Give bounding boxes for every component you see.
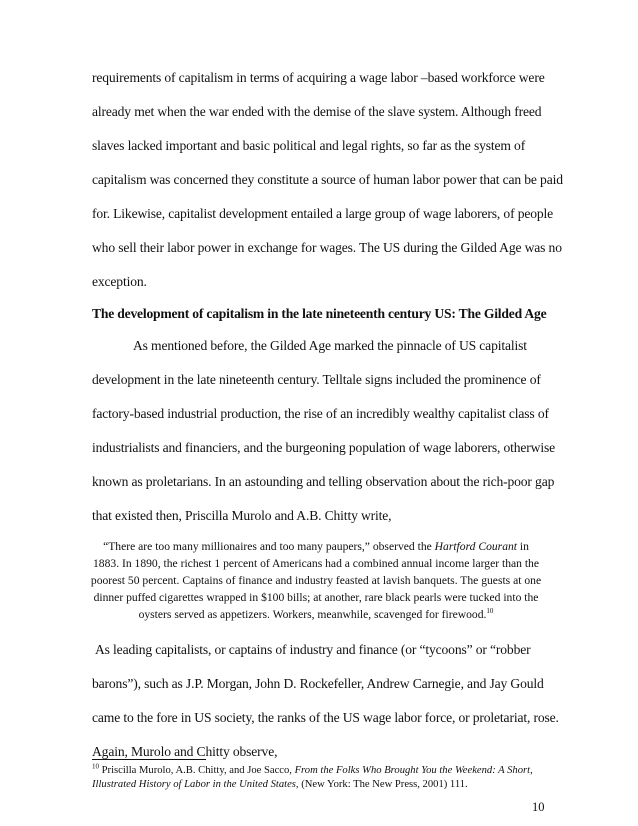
footnote-line [92, 764, 533, 777]
footnote-title-italic: From the Folks Who Brought You the Weekend: A Short, [294, 765, 533, 776]
body-line: requirements of capitalism in terms of acquiring a wage labor –based workforce were [92, 70, 545, 85]
footnote-text: Priscilla Murolo, A.B. Chitty, and Joe Sacco, [99, 765, 295, 776]
body-line: slaves lacked important and basic political and legal rights, so far as the system of [92, 138, 526, 153]
block-quote-line: poorest 50 percent. Captains of finance and industry feasted at lavish banquets. The guests at one [90, 574, 542, 587]
footnote-text: (New York: The New Press, 2001) 111. [298, 779, 468, 790]
body-line: capitalism was concerned they constitute a source of human labor power that can be paid [92, 172, 563, 187]
block-quote-line [86, 608, 546, 622]
body-line: As mentioned before, the Gilded Age marked the pinnacle of US capitalist [133, 338, 527, 353]
page-number: 10 [532, 800, 545, 814]
body-line: industrialists and financiers, and the burgeoning population of wage laborers, otherwise [92, 440, 555, 455]
body-line: who sell their labor power in exchange for wages. The US during the Gilded Age was no [92, 240, 562, 255]
block-quote-line: dinner puffed cigarettes wrapped in $100 bills; at another, rare black pearls were tucked into the [93, 591, 539, 604]
quote-text: “There are too many millionaires and too many paupers,” observed the [103, 540, 435, 553]
block-quote-line [86, 540, 546, 554]
body-line: factory-based industrial production, the rise of an incredibly wealthy capitalist class of [92, 406, 549, 421]
body-line: for. Likewise, capitalist development entailed a large group of wage laborers, of people [92, 206, 554, 221]
footnote-reference: 10 [486, 607, 494, 616]
body-line: Again, Murolo and Chitty observe, [92, 744, 278, 759]
section-heading: The development of capitalism in the late nineteenth century US: The Gilded Age [92, 306, 547, 321]
block-quote-line: 1883. In 1890, the richest 1 percent of Americans had a combined annual income larger than the [93, 557, 539, 570]
body-line: exception. [92, 274, 147, 289]
body-line: that existed then, Priscilla Murolo and A.B. Chitty write, [92, 508, 392, 523]
body-line: As leading capitalists, or captains of industry and finance (or “tycoons” or “robber [95, 642, 531, 657]
footnote-line [92, 778, 468, 791]
footnote-title-italic: Illustrated History of Labor in the United States, [92, 779, 299, 790]
body-line: development in the late nineteenth century. Telltale signs included the prominence of [92, 372, 541, 387]
body-line: barons”), such as J.P. Morgan, John D. Rockefeller, Andrew Carnegie, and Jay Gould [92, 676, 544, 691]
quote-source-italic: Hartford Courant [434, 540, 518, 553]
footnote-separator [92, 759, 206, 760]
body-line: known as proletarians. In an astounding and telling observation about the rich-poor gap [92, 474, 555, 489]
quote-text: in [517, 540, 529, 553]
footnote-number: 10 [92, 762, 99, 771]
body-line: already met when the war ended with the demise of the slave system. Although freed [92, 104, 542, 119]
body-line: came to the fore in US society, the ranks of the US wage labor force, or proletariat, rose. [92, 710, 559, 725]
quote-text: oysters served as appetizers. Workers, meanwhile, scavenged for firewood. [138, 608, 487, 621]
